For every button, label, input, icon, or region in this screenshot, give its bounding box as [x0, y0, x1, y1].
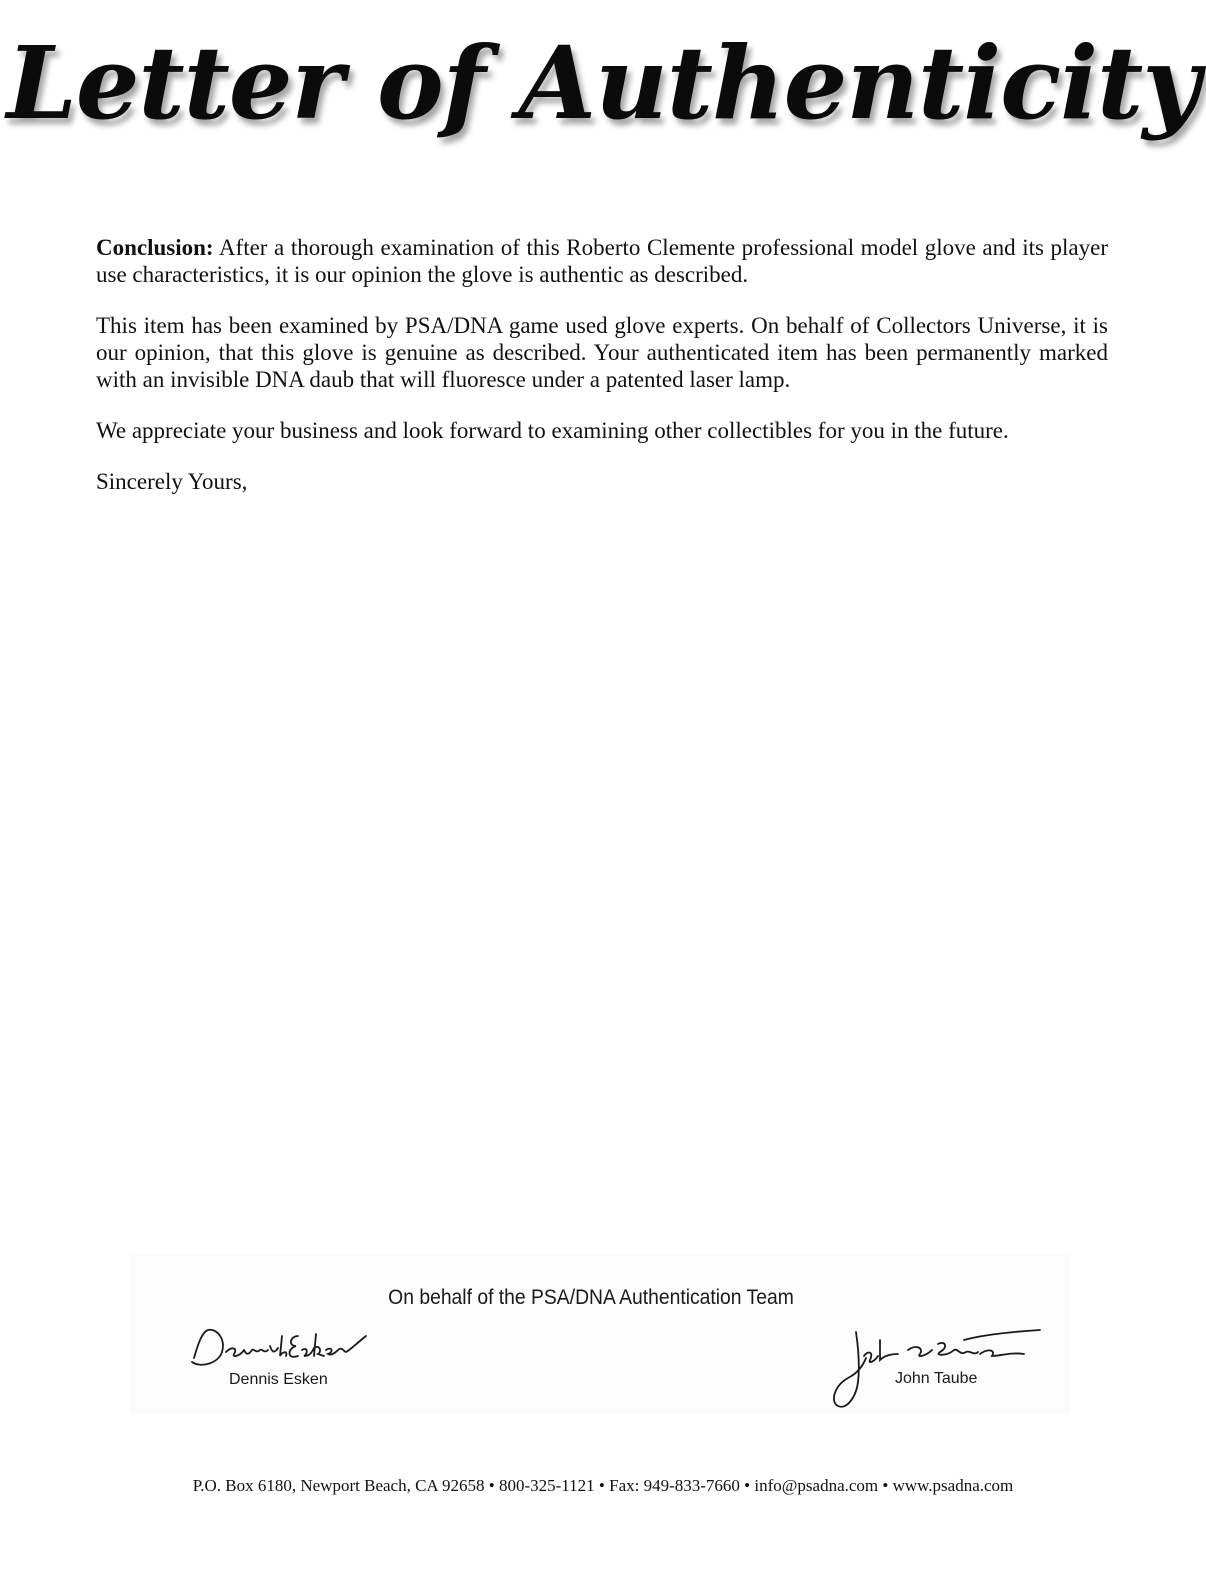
left-signer-name: Dennis Esken — [229, 1371, 328, 1388]
john-taube-signature-icon — [828, 1326, 1048, 1412]
letter-title: Letter of Authenticity — [6, 24, 1200, 142]
examination-paragraph: This item has been examined by PSA/DNA game used glove experts. On behalf of Collectors Universe, it is our opinion, that this glove is genuine as described. Your authenticated item has been permanently marked with an invisible DNA daub that will fluoresce under a patented laser lamp. — [96, 313, 1108, 392]
conclusion-paragraph — [96, 234, 1108, 288]
right-signer-name: John Taube — [895, 1370, 978, 1387]
team-line: On behalf of the PSA/DNA Authentication Team — [388, 1286, 794, 1309]
dennis-esken-signature-icon — [186, 1322, 376, 1372]
conclusion-label: Conclusion: — [96, 235, 214, 260]
conclusion-text: After a thorough examination of this Roberto Clemente professional model glove and its player use characteristics, it is our opinion the glove is authentic as described. — [96, 235, 1109, 287]
closing-line: Sincerely Yours, — [96, 469, 248, 494]
appreciation-paragraph: We appreciate your business and look forward to examining other collectibles for you in the future. — [96, 418, 1009, 443]
footer-address: P.O. Box 6180, Newport Beach, CA 92658 • 800-325-1121 • Fax: 949-833-7660 • info@psadna.com • www.psadna.com — [192, 1476, 1014, 1495]
